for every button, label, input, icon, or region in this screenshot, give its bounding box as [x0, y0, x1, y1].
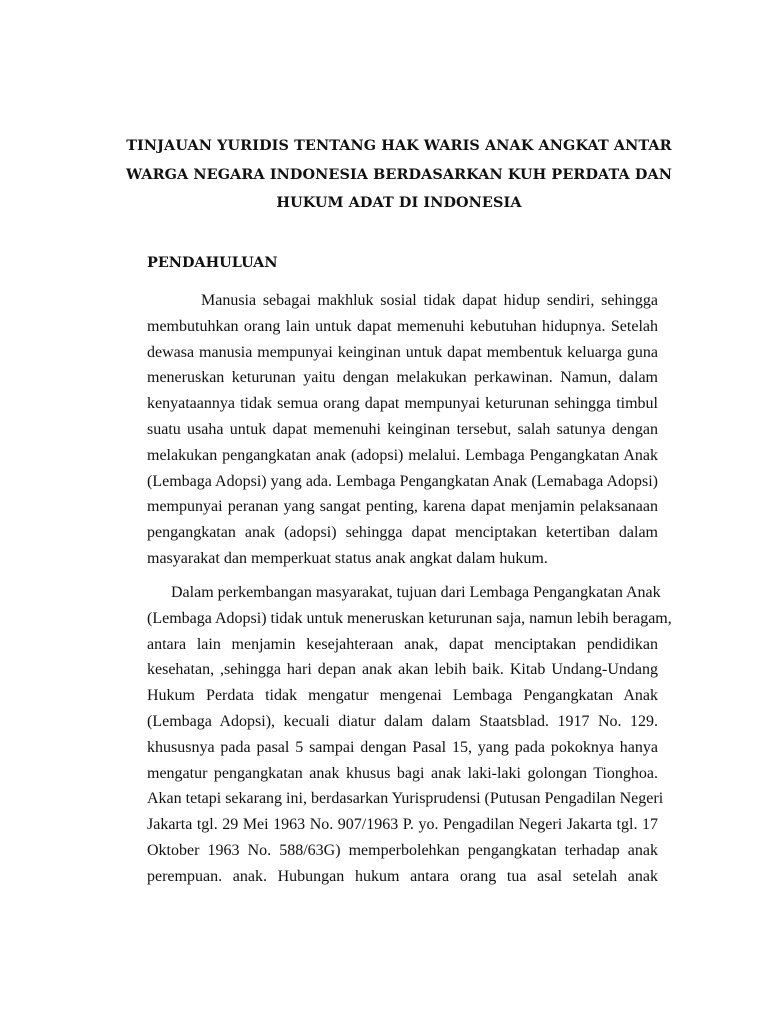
- text-line: Dalam perkembangan masyarakat, tujuan dari Lembaga Pengangkatan Anak: [147, 584, 661, 601]
- text-line: mengatur pengangkatan anak khusus bagi anak laki-laki golongan Tionghoa.: [147, 764, 658, 782]
- text-line: antara lain menjamin kesejahteraan anak, dapat menciptakan pendidikan: [147, 635, 658, 653]
- title-line: TINJAUAN YURIDIS TENTANG HAK WARIS ANAK ANGKAT ANTAR: [126, 137, 672, 154]
- section-heading: PENDAHULUAN: [147, 254, 278, 271]
- text-line: perempuan. anak. Hubungan hukum antara orang tua asal setelah anak: [147, 867, 658, 885]
- text-line: suatu usaha untuk dapat memenuhi keinginan tersebut, salah satunya dengan: [147, 420, 658, 438]
- text-line: (Lembaga Adopsi) tidak untuk meneruskan keturunan saja, namun lebih beragam,: [147, 609, 672, 627]
- paragraph-introduction: [147, 288, 658, 572]
- text-line: kenyataannya tidak semua orang dapat mempunyai keturunan sehingga timbul: [147, 395, 658, 413]
- title-line: WARGA NEGARA INDONESIA BERDASARKAN KUH PERDATA DAN: [125, 165, 673, 183]
- text-line: Jakarta tgl. 29 Mei 1963 No. 907/1963 P. yo. Pengadilan Negeri Jakarta tgl. 17: [147, 816, 658, 834]
- text-line: Akan tetapi sekarang ini, berdasarkan Yurisprudensi (Putusan Pengadilan Negeri: [147, 790, 664, 808]
- text-line: Hukum Perdata tidak mengatur mengenai Lembaga Pengangkatan Anak: [147, 687, 658, 705]
- text-line: (Lembaga Adopsi), kecuali diatur dalam dalam Staatsblad. 1917 No. 129.: [147, 712, 658, 730]
- text-line: meneruskan keturunan yaitu dengan melakukan perkawinan. Namun, dalam: [147, 369, 658, 387]
- text-line: khususnya pada pasal 5 sampai dengan Pasal 15, yang pada pokoknya hanya: [147, 738, 658, 756]
- text-line: (Lembaga Adopsi) yang ada. Lembaga Pengangkatan Anak (Lemabaga Adopsi): [147, 472, 658, 490]
- text-line: dewasa manusia mempunyai keinginan untuk dapat membentuk keluarga guna: [147, 343, 658, 361]
- paragraph-development: [147, 580, 672, 890]
- title-line: HUKUM ADAT DI INDONESIA: [276, 194, 522, 211]
- text-line: masyarakat dan memperkuat status anak angkat dalam hukum.: [147, 549, 548, 567]
- text-line: pengangkatan anak (adopsi) sehingga dapat menciptakan ketertiban dalam: [147, 524, 658, 542]
- text-line: Oktober 1963 No. 588/63G) memperbolehkan pengangkatan terhadap anak: [147, 841, 658, 859]
- text-line: membutuhkan orang lain untuk dapat memenuhi kebutuhan hidupnya. Setelah: [147, 317, 658, 335]
- text-line: kesehatan, ,sehingga hari depan anak akan lebih baik. Kitab Undang-Undang: [147, 661, 658, 679]
- document-title: [120, 132, 678, 218]
- text-line: Manusia sebagai makhluk sosial tidak dapat hidup sendiri, sehingga: [147, 292, 658, 309]
- text-line: melakukan pengangkatan anak (adopsi) melalui. Lembaga Pengangkatan Anak: [147, 446, 658, 464]
- text-line: mempunyai peranan yang sangat penting, karena dapat menjamin pelaksanaan: [147, 498, 658, 516]
